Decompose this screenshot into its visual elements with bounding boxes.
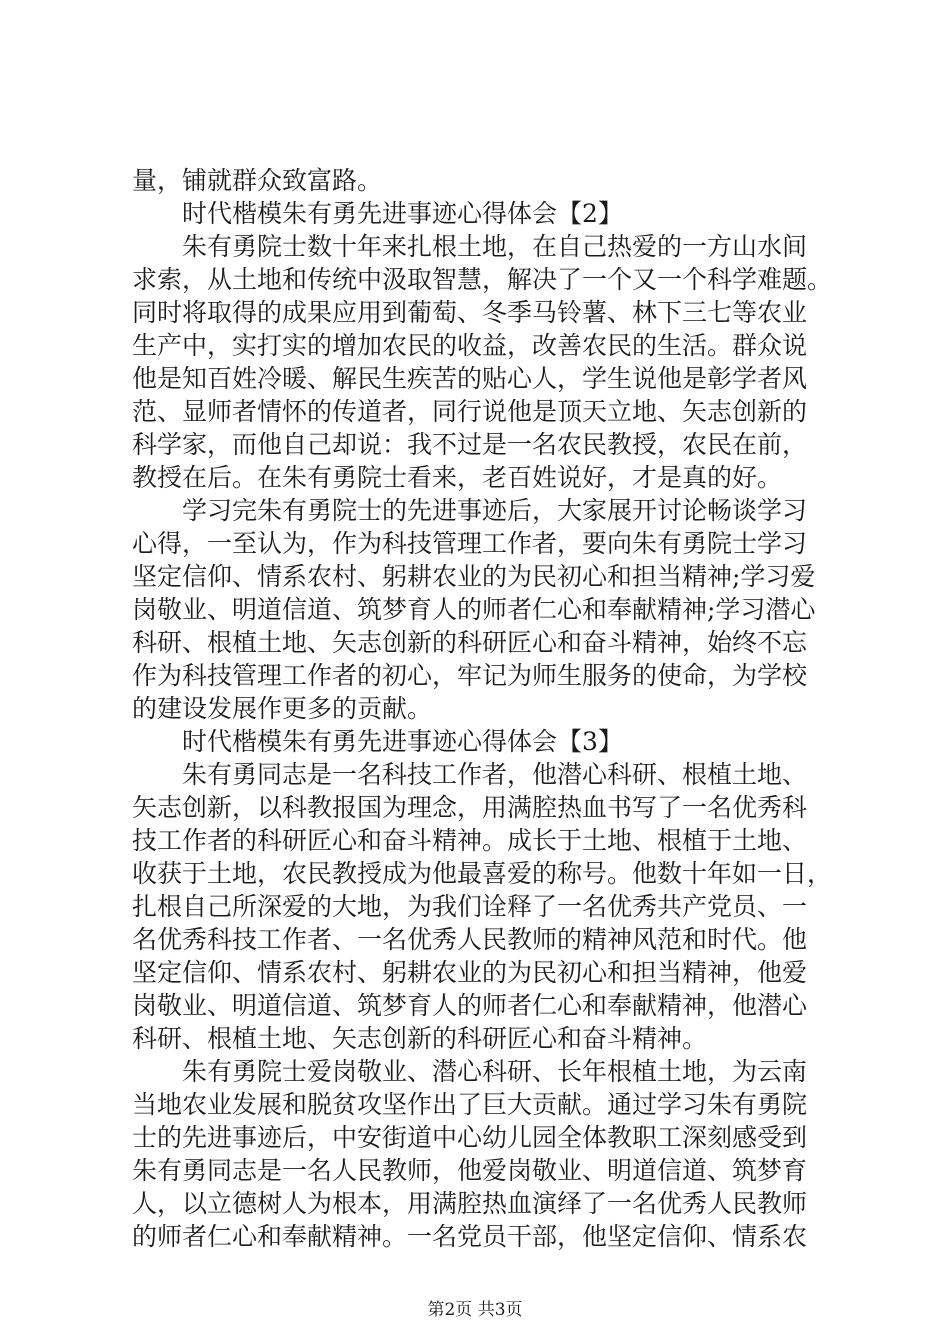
paragraph-line: 科研、根植土地、矢志创新的科研匠心和奋斗精神，始终不忘 — [132, 628, 808, 657]
paragraph-line: 坚定信仰、情系农村、躬耕农业的为民初心和担当精神;学习爱 — [132, 562, 816, 591]
paragraph-line: 朱有勇院士数十年来扎根土地，在自己热爱的一方山水间 — [182, 232, 808, 261]
page-number-footer: 第2页 共3页 — [427, 1300, 523, 1320]
paragraph-line: 教授在后。在朱有勇院士看来，老百姓说好，才是真的好。 — [132, 463, 783, 492]
paragraph-line: 岗敬业、明道信道、筑梦育人的师者仁心和奉献精神，他潜心 — [132, 991, 808, 1020]
paragraph-line: 学习完朱有勇院士的先进事迹后，大家展开讨论畅谈学习 — [182, 496, 808, 525]
paragraph-line: 作为科技管理工作者的初心，牢记为师生服务的使命，为学校 — [132, 661, 808, 690]
paragraph-line: 士的先进事迹后，中安街道中心幼儿园全体教职工深刻感受到 — [132, 1123, 808, 1152]
document-body — [132, 164, 832, 1253]
paragraph-line: 扎根自己所深爱的大地，为我们诠释了一名优秀共产党员、一 — [132, 892, 808, 921]
paragraph-line: 范、显师者情怀的传道者，同行说他是顶天立地、矢志创新的 — [132, 397, 808, 426]
paragraph-line: 坚定信仰、情系农村、躬耕农业的为民初心和担当精神，他爱 — [132, 958, 808, 987]
paragraph-line: 名优秀科技工作者、一名优秀人民教师的精神风范和时代。他 — [132, 925, 808, 954]
paragraph-line: 科研、根植土地、矢志创新的科研匠心和奋斗精神。 — [132, 1024, 708, 1053]
paragraph-line: 生产中，实打实的增加农民的收益，改善农民的生活。群众说 — [132, 331, 808, 360]
paragraph-line: 技工作者的科研匠心和奋斗精神。成长于土地、根植于土地、 — [132, 826, 808, 855]
paragraph-line: 朱有勇院士爱岗敬业、潜心科研、长年根植土地，为云南 — [182, 1057, 808, 1086]
paragraph-line: 求索，从土地和传统中汲取智慧，解决了一个又一个科学难题。 — [132, 265, 833, 294]
paragraph-line: 人，以立德树人为根本，用满腔热血演绎了一名优秀人民教师 — [132, 1189, 808, 1218]
paragraph-line: 收获于土地，农民教授成为他最喜爱的称号。他数十年如一日， — [132, 859, 833, 888]
paragraph-line: 岗敬业、明道信道、筑梦育人的师者仁心和奉献精神;学习潜心 — [132, 595, 816, 624]
paragraph-line: 同时将取得的成果应用到葡萄、冬季马铃薯、林下三七等农业 — [132, 298, 808, 327]
section-heading: 时代楷模朱有勇先进事迹心得体会【3】 — [182, 727, 623, 756]
paragraph-line: 朱有勇同志是一名科技工作者，他潜心科研、根植土地、 — [182, 760, 808, 789]
paragraph-line: 矢志创新，以科教报国为理念，用满腔热血书写了一名优秀科 — [132, 793, 808, 822]
paragraph-line: 的建设发展作更多的贡献。 — [132, 694, 433, 723]
paragraph-line: 朱有勇同志是一名人民教师，他爱岗敬业、明道信道、筑梦育 — [132, 1156, 808, 1185]
paragraph-line: 心得，一至认为，作为科技管理工作者，要向朱有勇院士学习 — [132, 529, 808, 558]
paragraph-line: 科学家，而他自己却说：我不过是一名农民教授，农民在前， — [132, 430, 808, 459]
paragraph-line: 他是知百姓冷暖、解民生疾苦的贴心人，学生说他是彰学者风 — [132, 364, 808, 393]
paragraph-line: 当地农业发展和脱贫攻坚作出了巨大贡献。通过学习朱有勇院 — [132, 1090, 808, 1119]
paragraph-line: 量，铺就群众致富路。 — [132, 166, 383, 195]
section-heading: 时代楷模朱有勇先进事迹心得体会【2】 — [182, 199, 623, 228]
paragraph-line: 的师者仁心和奉献精神。一名党员干部，他坚定信仰、情系农 — [132, 1222, 808, 1251]
